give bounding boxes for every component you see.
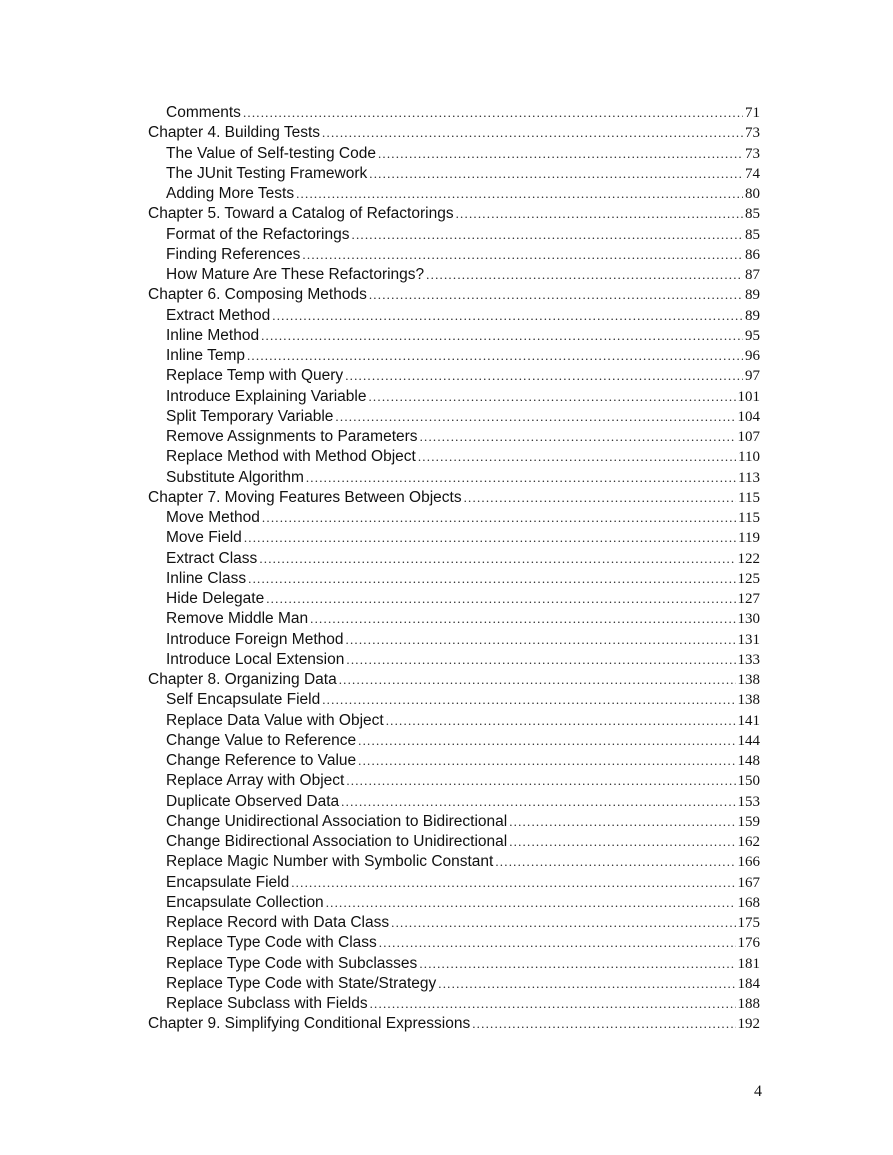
toc-entry-page: 133 xyxy=(737,651,760,668)
toc-entry-label: Inline Temp xyxy=(166,347,245,364)
toc-entry-page: 131 xyxy=(737,631,760,648)
toc-section-entry[interactable] xyxy=(148,245,760,265)
toc-entry-page: 168 xyxy=(737,894,760,911)
dot-leader xyxy=(266,589,735,609)
dot-leader xyxy=(370,994,736,1014)
toc-section-entry[interactable] xyxy=(148,711,760,731)
toc-section-entry[interactable] xyxy=(148,184,760,204)
dot-leader xyxy=(262,508,736,528)
toc-section-entry[interactable] xyxy=(148,225,760,245)
toc-entry-label: Replace Magic Number with Symbolic Constant xyxy=(166,853,494,871)
toc-entry-label: Split Temporary Variable xyxy=(166,407,334,425)
toc-section-entry[interactable] xyxy=(148,468,760,488)
toc-entry-page: 188 xyxy=(737,996,760,1012)
dot-leader xyxy=(306,468,736,488)
toc-entry-page: 107 xyxy=(737,429,760,445)
dot-leader xyxy=(248,569,735,589)
toc-section-entry[interactable] xyxy=(148,366,760,386)
toc-entry-label: Replace Record with Data Class xyxy=(166,914,390,931)
toc-entry-label: Duplicate Observed Data xyxy=(166,792,340,810)
toc-entry-page: 159 xyxy=(737,813,760,830)
dot-leader xyxy=(438,974,735,994)
toc-entry-label: Format of the Refactorings xyxy=(166,225,350,243)
toc-section-entry[interactable] xyxy=(148,792,760,812)
dot-leader xyxy=(341,792,735,812)
toc-entry-label: Replace Type Code with Class xyxy=(166,934,377,952)
dot-leader xyxy=(456,204,743,224)
toc-entry-label: Replace Method with Method Object xyxy=(166,448,416,466)
toc-entry-label: Finding References xyxy=(166,245,301,263)
toc-entry-label: Replace Type Code with Subclasses xyxy=(166,954,418,972)
toc-entry-page: 71 xyxy=(745,105,760,121)
dot-leader xyxy=(291,873,735,893)
toc-entry-page: 122 xyxy=(737,550,760,567)
dot-leader xyxy=(346,771,735,791)
toc-entry-page: 104 xyxy=(737,408,760,425)
toc-entry-page: 181 xyxy=(737,955,760,972)
toc-section-entry[interactable] xyxy=(148,690,760,710)
toc-entry-label: Replace Temp with Query xyxy=(166,367,344,385)
toc-entry-label: Introduce Explaining Variable xyxy=(166,387,367,405)
toc-section-entry[interactable] xyxy=(148,387,760,407)
dot-leader xyxy=(379,933,736,953)
toc-section-entry[interactable] xyxy=(148,427,760,447)
toc-section-entry[interactable] xyxy=(148,265,760,285)
toc-entry-label: Replace Array with Object xyxy=(166,772,345,790)
toc-entry-page: 153 xyxy=(737,793,760,810)
dot-leader xyxy=(495,852,735,872)
toc-entry-page: 89 xyxy=(745,307,760,324)
toc-section-entry[interactable] xyxy=(148,852,760,872)
toc-section-entry[interactable] xyxy=(148,630,760,650)
table-of-contents xyxy=(148,103,760,1035)
toc-section-entry[interactable] xyxy=(148,569,760,589)
toc-section-entry[interactable] xyxy=(148,832,760,852)
toc-section-entry[interactable] xyxy=(148,306,760,326)
toc-entry-page: 150 xyxy=(737,773,760,790)
dot-leader xyxy=(243,103,743,123)
toc-section-entry[interactable] xyxy=(148,164,760,184)
dot-leader xyxy=(418,447,736,467)
toc-entry-label: Comments xyxy=(166,104,241,121)
toc-section-entry[interactable] xyxy=(148,771,760,791)
toc-entry-label: How Mature Are These Refactorings? xyxy=(166,266,425,283)
toc-chapter-entry[interactable] xyxy=(148,123,760,143)
toc-entry-label: Chapter 5. Toward a Catalog of Refactorings xyxy=(148,205,454,223)
dot-leader xyxy=(509,832,735,852)
toc-entry-page: 167 xyxy=(737,874,760,891)
toc-section-entry[interactable] xyxy=(148,508,760,528)
toc-section-entry[interactable] xyxy=(148,447,760,467)
toc-section-entry[interactable] xyxy=(148,650,760,670)
dot-leader xyxy=(322,690,735,710)
toc-entry-label: The Value of Self-testing Code xyxy=(166,144,376,162)
toc-section-entry[interactable] xyxy=(148,144,760,164)
toc-entry-page: 138 xyxy=(737,692,760,709)
toc-entry-page: 80 xyxy=(745,186,760,202)
toc-entry-page: 86 xyxy=(745,246,760,263)
toc-section-entry[interactable] xyxy=(148,913,760,933)
dot-leader xyxy=(369,164,743,184)
dot-leader xyxy=(358,731,735,751)
toc-entry-page: 166 xyxy=(737,854,760,871)
toc-entry-page: 176 xyxy=(737,935,760,952)
dot-leader xyxy=(339,670,736,690)
dot-leader xyxy=(509,812,735,832)
toc-section-entry[interactable] xyxy=(148,609,760,629)
toc-entry-label: Inline Class xyxy=(166,569,247,587)
dot-leader xyxy=(244,528,736,548)
dot-leader xyxy=(326,893,736,913)
toc-entry-label: Introduce Local Extension xyxy=(166,650,345,668)
dot-leader xyxy=(345,366,743,386)
toc-section-entry[interactable] xyxy=(148,893,760,913)
toc-entry-label: Introduce Foreign Method xyxy=(166,630,344,648)
dot-leader xyxy=(261,326,743,346)
toc-entry-label: Change Bidirectional Association to Unidirectional xyxy=(166,833,508,850)
toc-chapter-entry[interactable] xyxy=(148,488,760,508)
toc-entry-page: 113 xyxy=(738,469,760,486)
dot-leader xyxy=(296,184,743,204)
dot-leader xyxy=(259,549,735,569)
toc-section-entry[interactable] xyxy=(148,326,760,346)
toc-entry-page: 141 xyxy=(737,712,760,729)
toc-entry-page: 73 xyxy=(745,125,760,142)
toc-entry-page: 115 xyxy=(738,489,760,506)
toc-entry-page: 89 xyxy=(745,287,760,304)
toc-entry-page: 148 xyxy=(737,753,760,769)
dot-leader xyxy=(419,954,735,974)
toc-section-entry[interactable] xyxy=(148,731,760,751)
dot-leader xyxy=(369,285,743,305)
toc-section-entry[interactable] xyxy=(148,933,760,953)
toc-entry-label: Inline Method xyxy=(166,326,260,344)
toc-entry-page: 115 xyxy=(738,510,760,526)
toc-entry-label: Adding More Tests xyxy=(166,185,295,202)
toc-chapter-entry[interactable] xyxy=(148,285,760,305)
dot-leader xyxy=(310,609,735,629)
toc-section-entry[interactable] xyxy=(148,954,760,974)
toc-entry-page: 130 xyxy=(737,611,760,628)
toc-section-entry[interactable] xyxy=(148,994,760,1014)
toc-entry-label: Extract Class xyxy=(166,549,258,567)
dot-leader xyxy=(368,387,735,407)
toc-entry-label: Chapter 6. Composing Methods xyxy=(148,286,367,304)
dot-leader xyxy=(420,427,736,447)
toc-chapter-entry[interactable] xyxy=(148,204,760,224)
toc-section-entry[interactable] xyxy=(148,528,760,548)
toc-entry-label: Move Field xyxy=(166,529,242,547)
toc-entry-label: Chapter 9. Simplifying Conditional Expressions xyxy=(148,1015,471,1033)
toc-entry-label: Move Method xyxy=(166,509,260,526)
toc-entry-label: Remove Middle Man xyxy=(166,610,309,628)
toc-entry-label: Encapsulate Field xyxy=(166,873,290,891)
dot-leader xyxy=(247,346,743,366)
toc-entry-label: The JUnit Testing Framework xyxy=(166,164,368,182)
toc-entry-label: Change Value to Reference xyxy=(166,731,357,749)
toc-section-entry[interactable] xyxy=(148,974,760,994)
dot-leader xyxy=(472,1014,735,1034)
toc-entry-label: Chapter 4. Building Tests xyxy=(148,124,321,142)
dot-leader xyxy=(464,488,736,508)
toc-entry-label: Extract Method xyxy=(166,306,271,324)
dot-leader xyxy=(352,225,744,245)
toc-section-entry[interactable] xyxy=(148,407,760,427)
toc-entry-page: 175 xyxy=(737,915,760,931)
toc-entry-label: Change Reference to Value xyxy=(166,752,357,769)
toc-chapter-entry[interactable] xyxy=(148,670,760,690)
toc-entry-page: 85 xyxy=(745,206,760,223)
toc-entry-page: 162 xyxy=(737,834,760,850)
dot-leader xyxy=(346,650,735,670)
dot-leader xyxy=(391,913,735,933)
toc-section-entry[interactable] xyxy=(148,812,760,832)
dot-leader xyxy=(335,407,735,427)
toc-entry-page: 138 xyxy=(737,672,760,688)
toc-entry-label: Replace Subclass with Fields xyxy=(166,995,368,1012)
toc-entry-label: Replace Data Value with Object xyxy=(166,711,384,729)
dot-leader xyxy=(386,711,736,731)
toc-entry-label: Change Unidirectional Association to Bidirectional xyxy=(166,812,508,830)
toc-entry-page: 144 xyxy=(737,732,760,749)
dot-leader xyxy=(272,306,743,326)
toc-entry-page: 96 xyxy=(745,348,760,364)
toc-entry-page: 101 xyxy=(737,388,760,405)
toc-chapter-entry[interactable] xyxy=(148,1014,760,1034)
dot-leader xyxy=(378,144,743,164)
dot-leader xyxy=(426,265,743,285)
dot-leader xyxy=(358,751,735,771)
toc-section-entry[interactable] xyxy=(148,103,760,123)
toc-entry-label: Hide Delegate xyxy=(166,590,265,607)
toc-entry-page: 95 xyxy=(745,327,760,344)
page-number: 4 xyxy=(754,1083,762,1100)
toc-entry-page: 184 xyxy=(737,975,760,992)
toc-section-entry[interactable] xyxy=(148,549,760,569)
toc-entry-label: Remove Assignments to Parameters xyxy=(166,428,418,445)
toc-section-entry[interactable] xyxy=(148,346,760,366)
toc-entry-label: Chapter 7. Moving Features Between Objects xyxy=(148,488,462,506)
toc-entry-label: Chapter 8. Organizing Data xyxy=(148,671,337,688)
toc-entry-page: 87 xyxy=(745,267,760,283)
toc-entry-label: Substitute Algorithm xyxy=(166,468,304,486)
toc-entry-page: 85 xyxy=(745,226,760,243)
toc-entry-page: 74 xyxy=(745,165,760,182)
dot-leader xyxy=(346,630,736,650)
toc-entry-label: Self Encapsulate Field xyxy=(166,691,321,709)
toc-section-entry[interactable] xyxy=(148,589,760,609)
toc-entry-label: Encapsulate Collection xyxy=(166,893,324,911)
toc-entry-page: 127 xyxy=(737,591,760,607)
toc-entry-page: 192 xyxy=(737,1016,760,1033)
toc-entry-page: 97 xyxy=(745,368,760,385)
toc-entry-page: 73 xyxy=(745,145,760,162)
toc-entry-page: 110 xyxy=(738,449,760,466)
toc-entry-page: 125 xyxy=(737,570,760,587)
dot-leader xyxy=(302,245,743,265)
toc-entry-label: Replace Type Code with State/Strategy xyxy=(166,974,437,992)
toc-section-entry[interactable] xyxy=(148,751,760,771)
toc-entry-page: 119 xyxy=(738,530,760,547)
dot-leader xyxy=(322,123,743,143)
toc-section-entry[interactable] xyxy=(148,873,760,893)
